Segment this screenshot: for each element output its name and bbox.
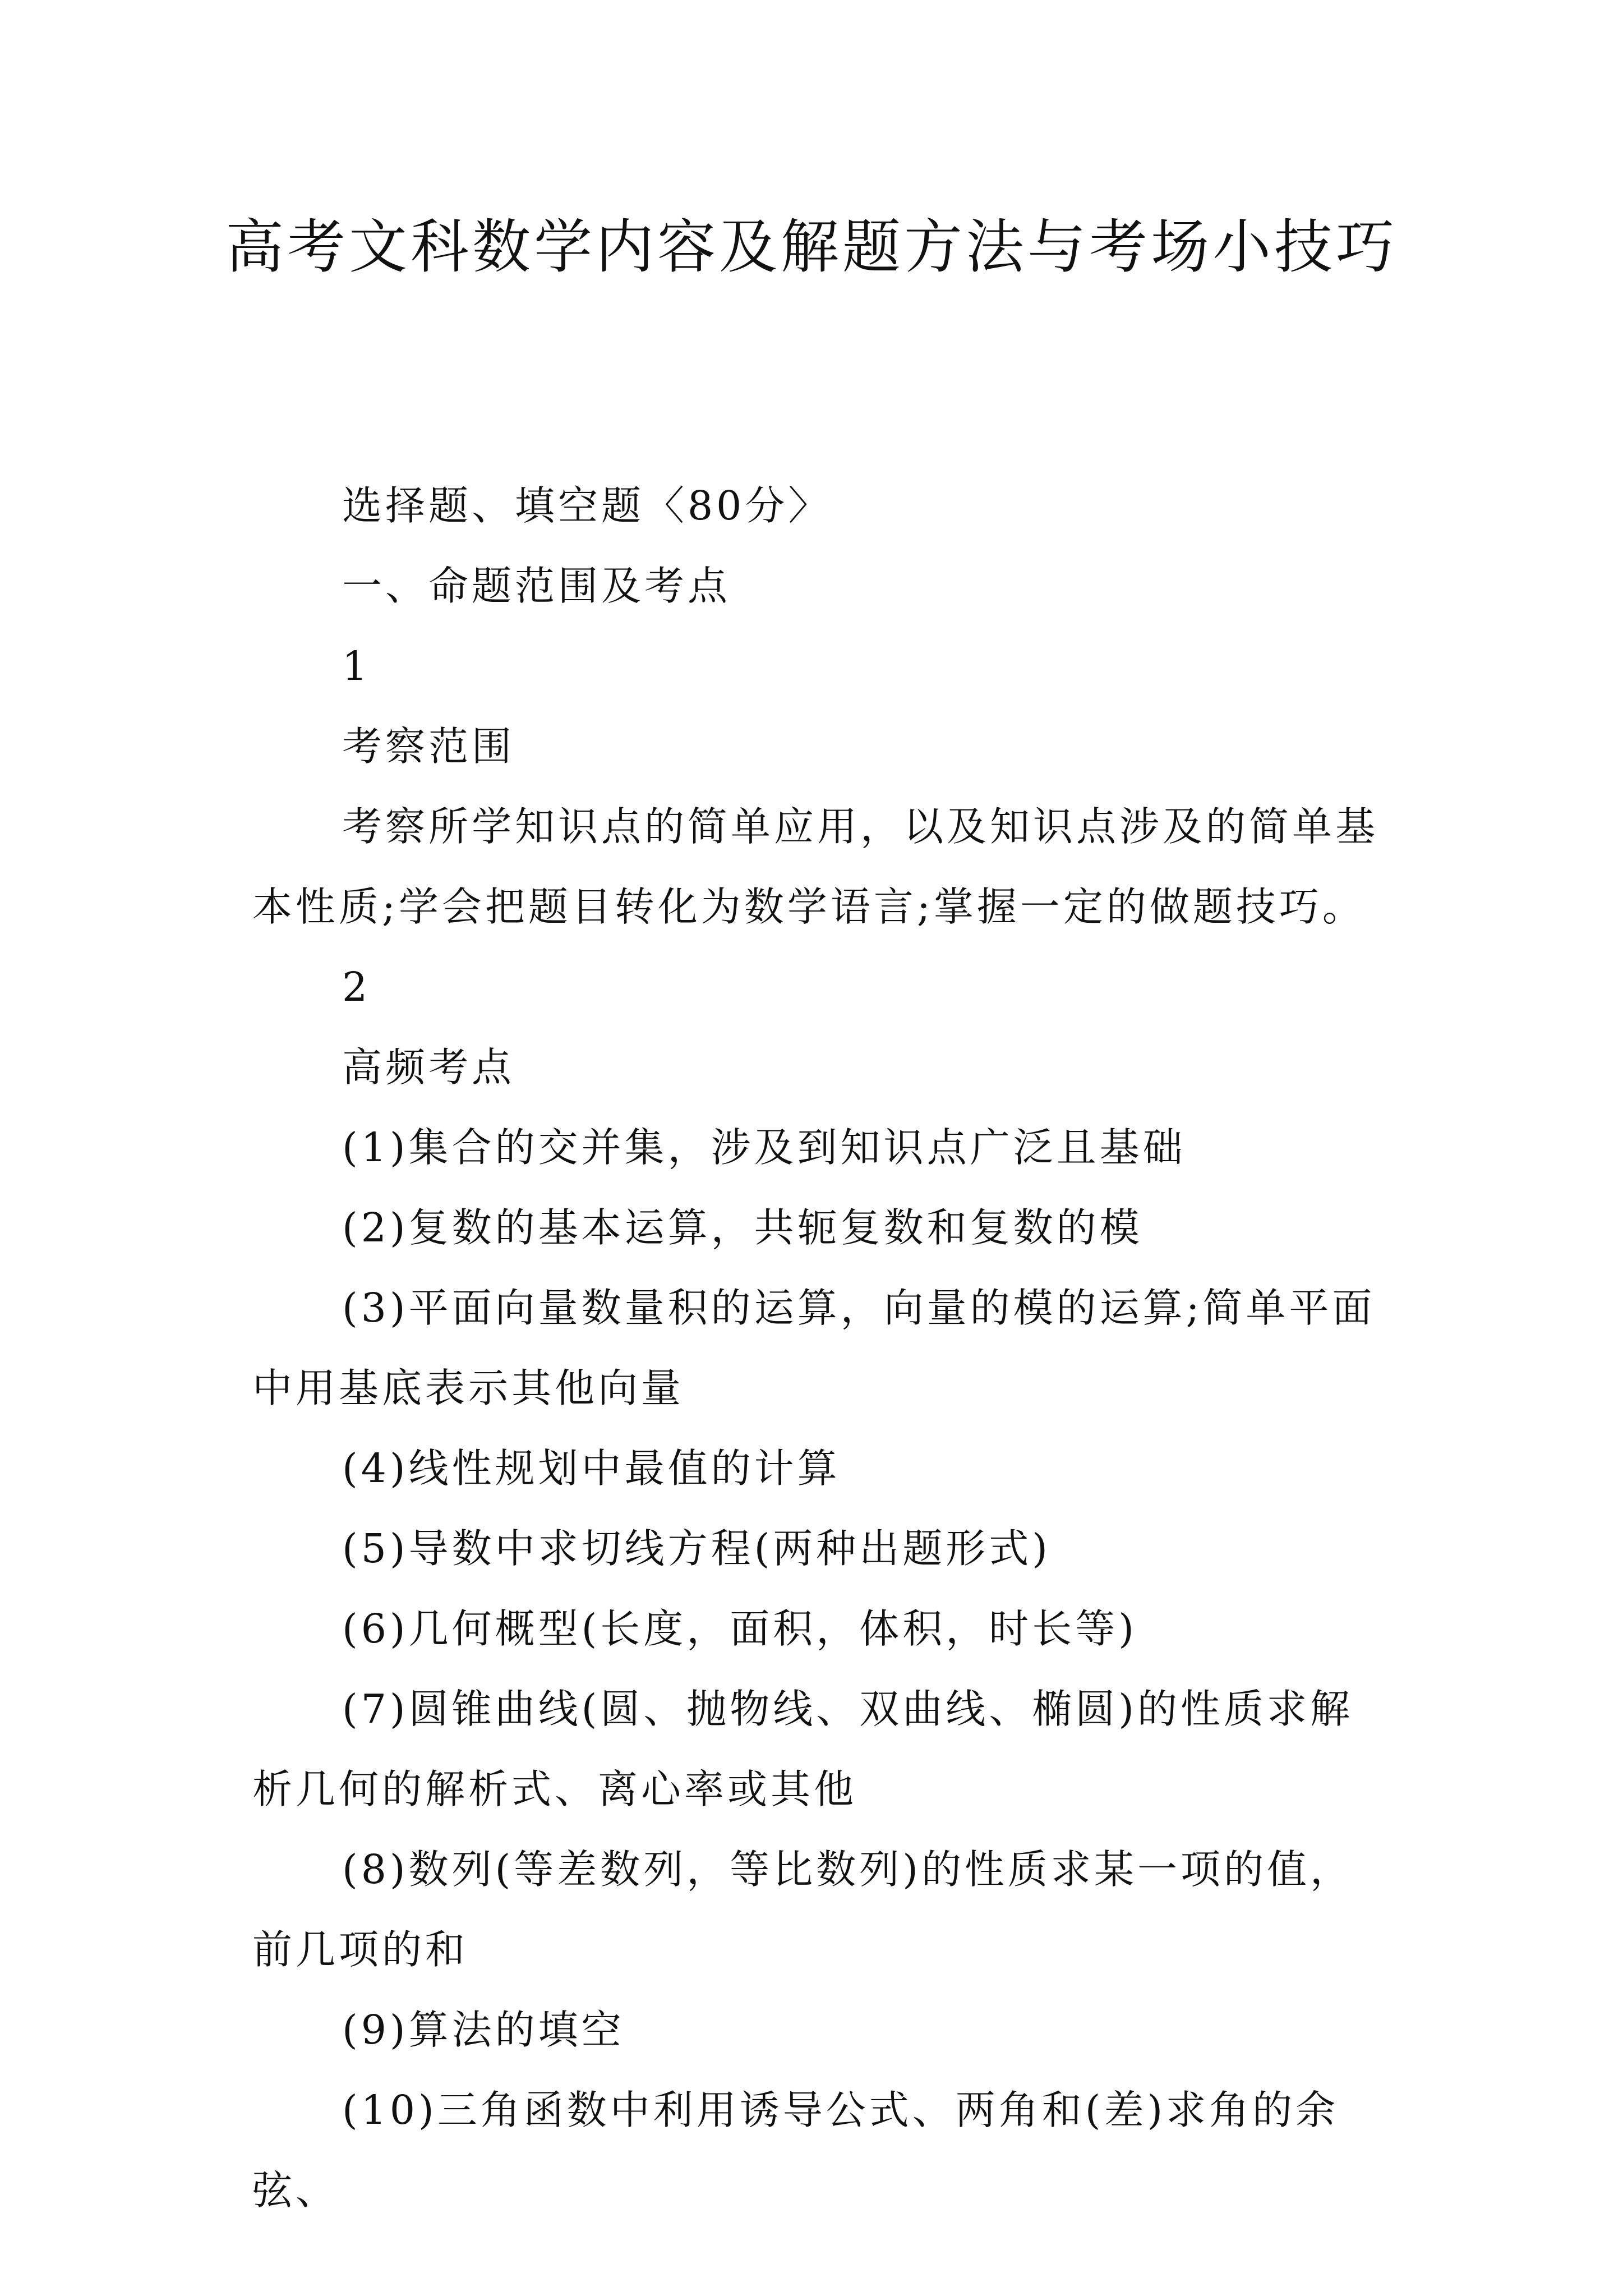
section-heading-question-types: 选择题、填空题〈80分〉 [342,482,832,529]
subheading-exam-scope: 考察范围 [342,723,515,770]
section-number-1: 1 [342,643,371,689]
list-item: (5)导数中求切线方程(两种出题形式) [342,1525,1051,1572]
list-item: (2)复数的基本运算，共轭复数和复数的模 [342,1204,1143,1251]
list-item: (3)平面向量数量积的运算，向量的模的运算;简单平面中用基底表示其他向量 [252,1285,1376,1411]
list-item: (1)集合的交并集，涉及到知识点广泛且基础 [342,1124,1186,1171]
list-item: (6)几何概型(长度，面积，体积，时长等) [342,1605,1137,1652]
document-body [252,466,1391,2230]
section-heading-scope: 一、命题范围及考点 [342,563,731,609]
list-item: (4)线性规划中最值的计算 [342,1445,841,1492]
subheading-frequent-topics: 高频考点 [342,1044,515,1091]
section-number-2: 2 [342,964,371,1010]
paragraph-scope-description: 考察所学知识点的简单应用，以及知识点涉及的简单基本性质;学会把题目转化为数学语言;掌握一定的做题技巧。 [252,803,1379,930]
document-title: 高考文科数学内容及解题方法与考场小技巧 [225,213,1398,281]
list-item: (10)三角函数中利用诱导公式、两角和(差)求角的余弦、 [252,2087,1339,2214]
list-item: (7)圆锥曲线(圆、抛物线、双曲线、椭圆)的性质求解析几何的解析式、离心率或其他 [252,1686,1353,1812]
list-item: (9)算法的填空 [342,2007,625,2053]
list-item: (8)数列(等差数列，等比数列)的性质求某一项的值，前几项的和 [252,1846,1353,1973]
